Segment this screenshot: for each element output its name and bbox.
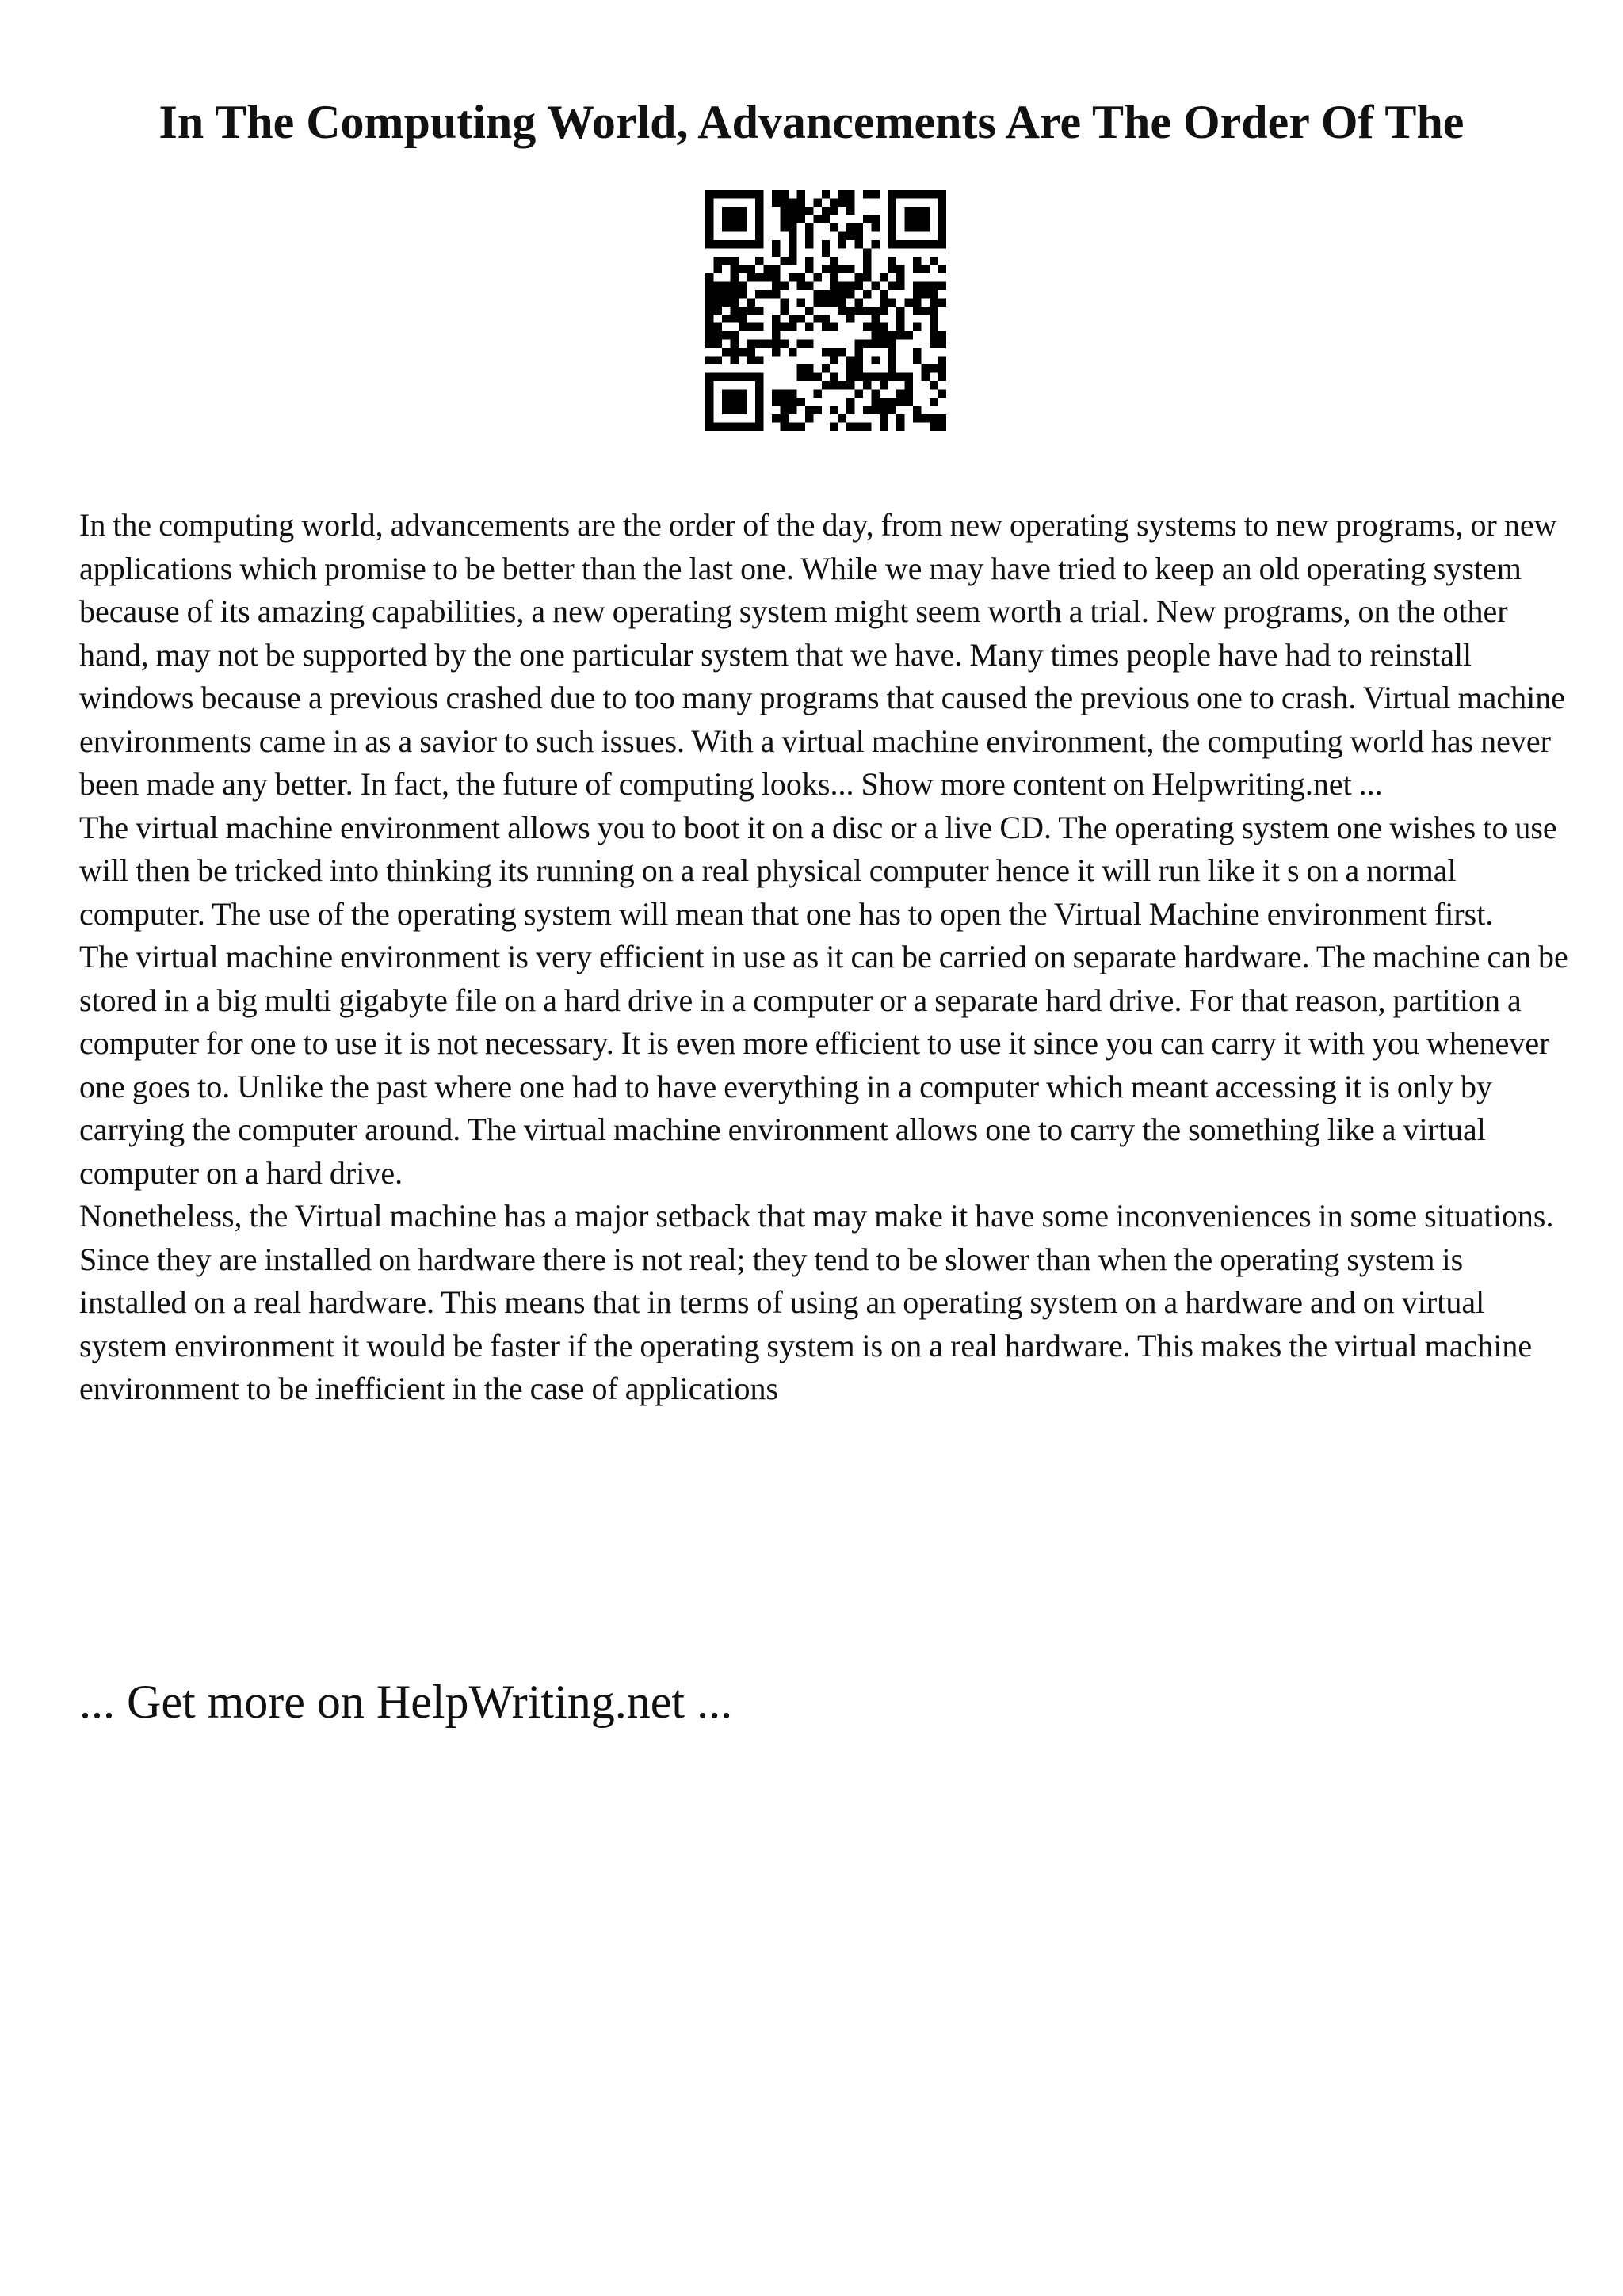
paragraph-2: The virtual machine environment allows you to boot it on a disc or a live CD. The operating system one wishes to use will then be tricked into thinking its running on a real physical computer hence it will run like it s on a normal computer. The use of the operating system will mean that one has to open the Virtual Machine environment first.: [79, 809, 1557, 932]
document-title: In The Computing World, Advancements Are The Order Of The: [158, 96, 1465, 148]
get-more-link[interactable]: ... Get more on HelpWriting.net ...: [79, 1676, 733, 1728]
qr-code-icon: [705, 190, 946, 431]
paragraph-3: The virtual machine environment is very efficient in use as it can be carried on separate hardware. The machine can be stored in a big multi gigabyte file on a hard drive in a computer or a separate hard drive. For that reason, partition a computer for one to use it is not necessary. It is even more efficient to use it since you can carry it with you whenever one goes to. Unlike the past where one had to have everything in a computer which meant accessing it is only by carrying the computer around. The virtual machine environment allows one to carry the something like a virtual computer on a hard drive.: [79, 939, 1568, 1191]
paragraph-4: Nonetheless, the Virtual machine has a major setback that may make it have some inconveniences in some situations. Since they are installed on hardware there is not real; they tend to be slower than when the operating system is installed on a real hardware. This means that in terms of using an operating system on a hardware and on virtual system environment it would be faster if the operating system is on a real hardware. This makes the virtual machine environment to be inefficient in the case of applications: [79, 1198, 1554, 1406]
document-body: [79, 504, 1569, 1411]
paragraph-1: In the computing world, advancements are the order of the day, from new operating systems to new programs, or new applications which promise to be better than the last one. While we may have tried to keep an old operating system because of its amazing capabilities, a new operating system might seem worth a trial. New programs, on the other hand, may not be supported by the one particular system that we have. Many times people have had to reinstall windows because a previous crashed due to too many programs that caused the previous one to crash. Virtual machine environments came in as a savior to such issues. With a virtual machine environment, the computing world has never been made any better. In fact, the future of computing looks... Show more content on Helpwriting.net ...: [79, 507, 1565, 802]
